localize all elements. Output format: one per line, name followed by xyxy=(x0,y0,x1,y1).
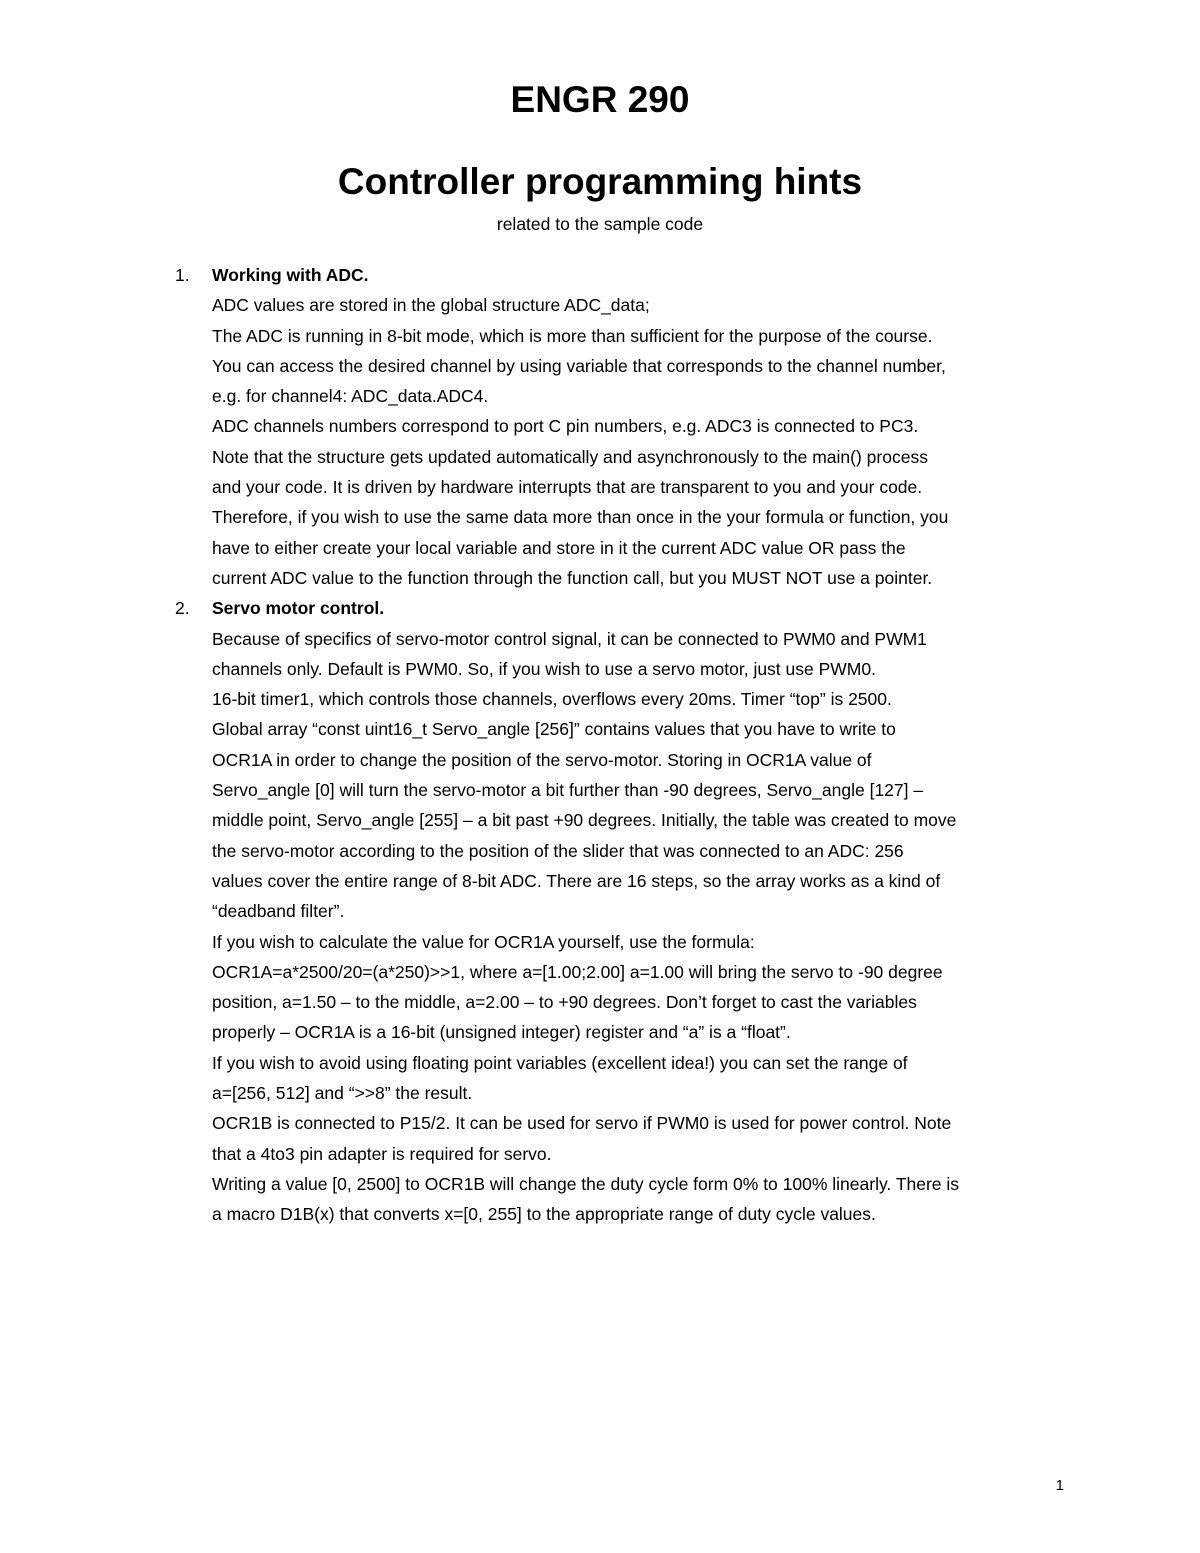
body-line: Writing a value [0, 2500] to OCR1B will change the duty cycle form 0% to 100% linearly. There is xyxy=(212,1173,960,1194)
body-line: “deadband filter”. xyxy=(212,901,345,922)
body-line: position, a=1.50 – to the middle, a=2.00 – to +90 degrees. Don’t forget to cast the variables xyxy=(212,992,917,1013)
section-adc xyxy=(0,260,1200,593)
body-line: If you wish to avoid using floating point variables (excellent idea!) you can set the range of xyxy=(212,1052,908,1073)
body-line: OCR1A in order to change the position of the servo-motor. Storing in OCR1A value of xyxy=(212,749,872,770)
body-line: e.g. for channel4: ADC_data.ADC4. xyxy=(212,386,489,407)
body-line: Therefore, if you wish to use the same data more than once in the your formula or function, you xyxy=(212,507,949,528)
section-number: 2. xyxy=(175,598,190,619)
body-line: OCR1A=a*2500/20=(a*250)>>1, where a=[1.00;2.00] a=1.00 will bring the servo to -90 degree xyxy=(212,961,943,982)
section-heading: Working with ADC. xyxy=(212,265,369,285)
body-line: Global array “const uint16_t Servo_angle [256]” contains values that you have to write to xyxy=(212,719,896,740)
section-list xyxy=(0,260,1200,1230)
body-line: You can access the desired channel by using variable that corresponds to the channel number, xyxy=(212,355,946,376)
body-line: properly – OCR1A is a 16-bit (unsigned integer) register and “a” is a “float”. xyxy=(212,1022,791,1043)
section-heading: Servo motor control. xyxy=(212,598,385,619)
course-title: ENGR 290 xyxy=(510,79,690,120)
body-line: that a 4to3 pin adapter is required for servo. xyxy=(212,1143,552,1164)
page-title: Controller programming hints xyxy=(337,161,863,202)
body-line: Note that the structure gets updated automatically and asynchronously to the main() process xyxy=(212,446,928,467)
body-line: and your code. It is driven by hardware interrupts that are transparent to you and your code. xyxy=(212,477,923,498)
body-line: The ADC is running in 8-bit mode, which is more than sufficient for the purpose of the course. xyxy=(212,325,933,346)
body-line: middle point, Servo_angle [255] – a bit past +90 degrees. Initially, the table was created to move xyxy=(212,810,957,831)
body-line: OCR1B is connected to P15/2. It can be used for servo if PWM0 is used for power control. Note xyxy=(212,1113,952,1134)
body-line: If you wish to calculate the value for OCR1A yourself, use the formula: xyxy=(212,931,755,952)
body-line: Because of specifics of servo-motor control signal, it can be connected to PWM0 and PWM1 xyxy=(212,628,927,649)
body-line: have to either create your local variable and store in it the current ADC value OR pass the xyxy=(212,537,906,558)
page-subtitle: related to the sample code xyxy=(496,214,704,234)
body-line: ADC channels numbers correspond to port C pin numbers, e.g. ADC3 is connected to PC3. xyxy=(212,416,919,437)
body-line: ADC values are stored in the global structure ADC_data; xyxy=(212,295,650,316)
body-line: a=[256, 512] and “>>8” the result. xyxy=(212,1083,473,1104)
section-number: 1. xyxy=(175,265,190,285)
body-line: the servo-motor according to the position of the slider that was connected to an ADC: 256 xyxy=(212,840,904,861)
body-line: current ADC value to the function through the function call, but you MUST NOT use a pointer. xyxy=(212,567,933,588)
section-servo xyxy=(0,593,1200,1229)
body-line: 16-bit timer1, which controls those channels, overflows every 20ms. Timer “top” is 2500. xyxy=(212,689,892,710)
page-number: 1 xyxy=(1055,1477,1064,1494)
body-line: values cover the entire range of 8-bit ADC. There are 16 steps, so the array works as a kind of xyxy=(212,870,941,891)
body-line: Servo_angle [0] will turn the servo-motor a bit further than -90 degrees, Servo_angle [127] – xyxy=(212,780,924,801)
body-line: a macro D1B(x) that converts x=[0, 255] to the appropriate range of duty cycle values. xyxy=(212,1204,876,1225)
body-line: channels only. Default is PWM0. So, if you wish to use a servo motor, just use PWM0. xyxy=(212,658,876,679)
